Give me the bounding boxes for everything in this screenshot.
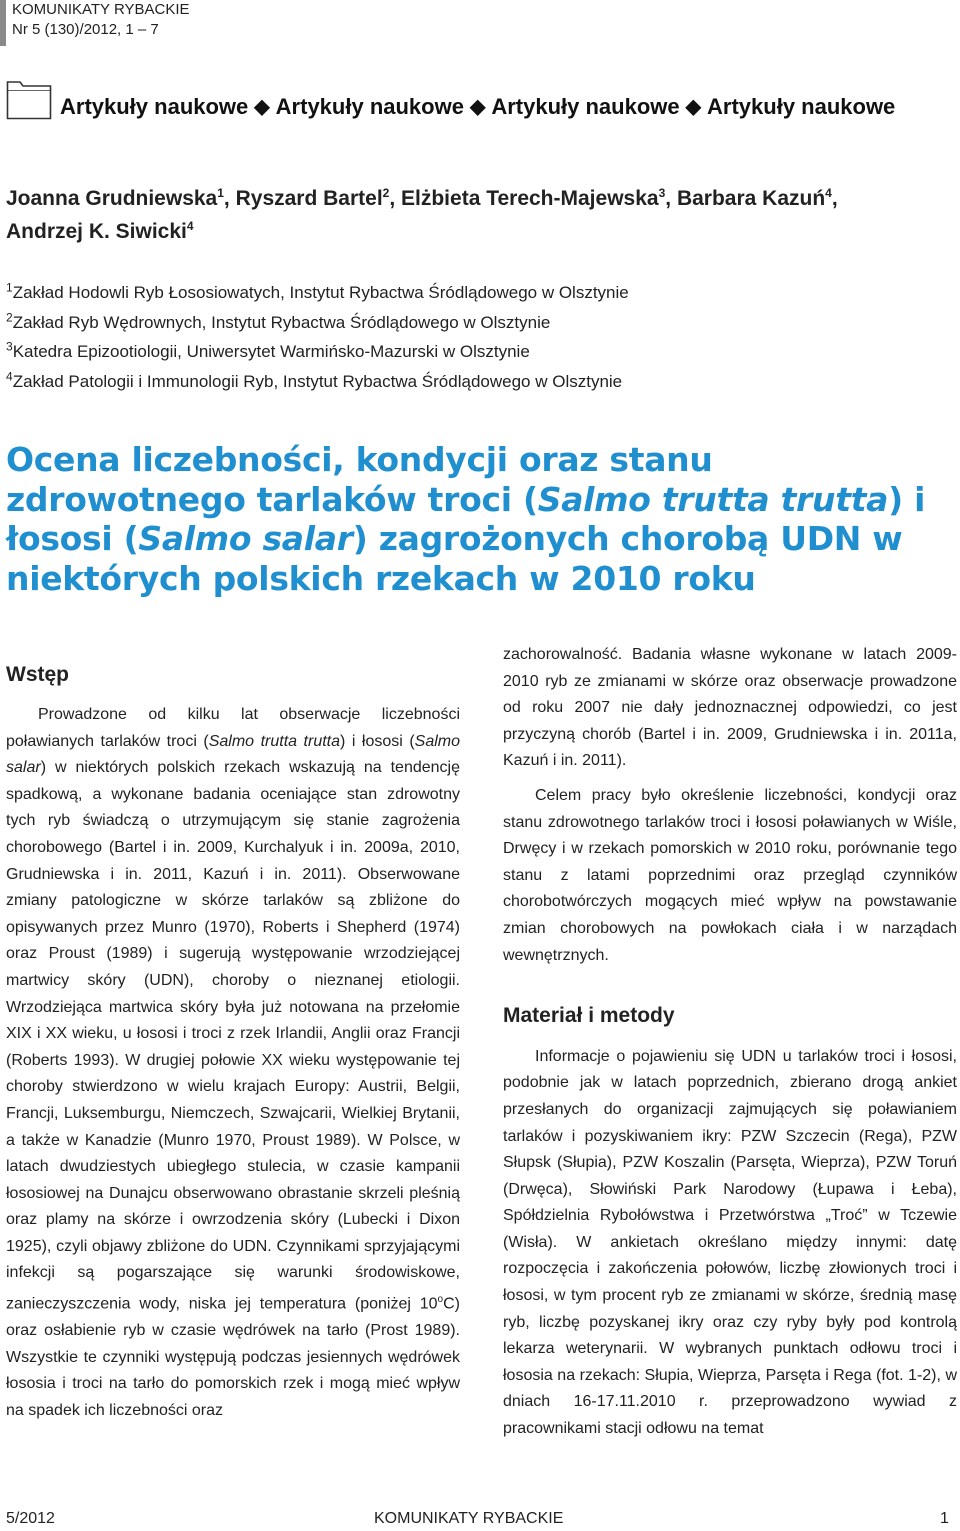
affiliation-number: 1 <box>6 280 13 295</box>
banner-item: Artykuły naukowe <box>491 94 680 119</box>
footer-journal-name: KOMUNIKATY RYBACKIE <box>374 1510 564 1527</box>
journal-issue: Nr 5 (130)/2012, 1 – 7 <box>12 21 159 38</box>
text-column-right <box>503 642 957 1443</box>
affiliation-item <box>6 278 946 308</box>
text-column-left <box>6 702 460 1424</box>
body-paragraph: Informacje o pojawieniu się UDN u tarlaków troci i łososi, podobnie jak w latach poprzednich, zbierano drogą ankiet przesłanych do organizacji zajmujących się poławianiem tarlaków i pozyskiwaniem ikry: PZW Szczecin (Rega), PZW Słupsk (Słupia), PZW Koszalin (Parsęta, Wieprza), PZW Toruń (Drwęca), Słowiński Park Narodowy (Łupawa i Łeba), Spółdzielnia Rybołówstwa i Przetwórstwa „Troć” w Tczewie (Wisła). W ankietach określano między innymi: datę rozpoczęcia i zakończenia połowów, liczbę złowionych troci i łososi, w tym procent ryb ze zmianami w skórze, średnią masę ryb, liczbę pozyskanej ikry oraz czy ryby były pod kontrolą lekarza weterynarii. W wybranych punktach odłowu troci i łososia na rzekach: Słupia, Wieprza, Parsęta i Rega (fot. 1-2), w dniach 16-17.11.2010 r. przeprowadzono wywiad z pracownikami stacji odłowu na temat <box>503 1047 957 1438</box>
diamond-icon: ◆ <box>254 96 270 118</box>
author-affiliation-mark: 2 <box>382 186 390 200</box>
affiliation-item <box>6 367 946 397</box>
body-text: C) oraz osłabienie ryb w czasie wędrówek na tarło (Prost 1989). Wszystkie te czynniki występują podczas jesiennych wędrówek łososia i troci na tarło do pomorskich rzek i mogą mieć wpływ na spadek ich liczebności oraz <box>6 1295 460 1419</box>
diamond-icon: ◆ <box>685 96 702 118</box>
banner-item: Artykuły naukowe <box>275 94 464 119</box>
affiliation-text: Katedra Epizootiologii, Uniwersytet Warmińsko-Mazurski w Olsztynie <box>12 342 530 361</box>
article-title <box>6 440 956 598</box>
affiliation-list <box>6 278 946 396</box>
affiliation-number: 3 <box>6 339 13 354</box>
author-affiliation-mark: 4 <box>825 186 832 200</box>
author-name: Andrzej K. Siwicki <box>6 220 187 243</box>
author-affiliation-mark: 4 <box>186 219 194 233</box>
affiliation-item <box>6 308 946 338</box>
author-name: Barbara Kazuń <box>676 187 826 210</box>
title-species-name: Salmo trutta trutta <box>537 479 889 519</box>
body-paragraph: Celem pracy było określenie liczebności, kondycji oraz stanu zdrowotnego tarlaków troci i łososi poławianych w Wiśle, Drwęcy i w rzekach pomorskich w 2010 roku, porównanie tego stanu z latami poprzednimi oraz przegląd czynników chorobotwórczych mogących mieć wpływ na powstawanie zmian chorobowych na powłokach ciała i w narządach wewnętrznych. <box>503 786 957 964</box>
folder-icon <box>6 78 52 120</box>
affiliation-text: Zakład Patologii i Immunologii Ryb, Instytut Rybactwa Śródlądowego w Olsztynie <box>12 371 623 391</box>
affiliation-text: Zakład Ryb Wędrownych, Instytut Rybactwa Śródlądowego w Olsztynie <box>12 312 551 332</box>
affiliation-number: 4 <box>6 368 13 383</box>
title-text: ) i łososi ( <box>6 479 926 558</box>
page-number: 1 <box>940 1510 949 1527</box>
section-banner <box>60 94 895 120</box>
affiliation-number: 2 <box>6 309 13 324</box>
affiliation-item <box>6 337 946 367</box>
footer-issue: 5/2012 <box>6 1510 55 1527</box>
body-paragraph-continued: zachorowalność. Badania własne wykonane w latach 2009-2010 ryb ze zmianami w skórze oraz obserwacje prowadzone od roku 2007 nie dały jednoznacznej odpowiedzi, co jest przyczyną chorób (Bartel i in. 2009, Grudniewska i in. 2011a, Kazuń i in. 2011). <box>503 646 957 770</box>
author-affiliation-mark: 3 <box>658 186 666 200</box>
species-name: Salmo trutta trutta <box>208 732 341 750</box>
banner-item: Artykuły naukowe <box>707 94 896 119</box>
affiliation-text: Zakład Hodowli Ryb Łososiowatych, Instytut Rybactwa Śródlądowego w Olsztynie <box>12 283 629 302</box>
diamond-icon: ◆ <box>469 96 486 118</box>
title-species-name: Salmo salar <box>138 519 353 558</box>
body-text: ) w niektórych polskich rzekach wskazują na tendencję spadkową, a wykonane badania oceniające stan zdrowotny tych ryb świadczą o utrzymującym się stanie zagrożenia chorobowego (Bartel i in. 2009, Kurchalyuk i in. 2009a, 2010, Grudniewska i in. 2011, Kazuń i in. 2011). Obserwowane zmiany patologiczne w skórze tarlaków są zbliżone do opisywanych przez Munro (1970), Roberts i Shepherd (1974) oraz Proust (1989) i sugerują występowanie wrzodziejącej martwicy skóry (UDN), choroby o nieznanej etiologii. Wrzodziejąca martwica skóry była już notowana na przełomie XIX i XX wieku, u łososi i troci z rzek Irlandii, Anglii oraz Francji (Roberts 1993). W drugiej połowie XX wieku występowanie tej choroby stwierdzono w wielu krajach Europy: Austrii, Belgii, Francji, Luksemburgu, Niemczech, Szwajcarii, Wielkiej Brytanii, a także w Kanadzie (Munro 1970, Proust 1989). W Polsce, w latach dwudziestych ubiegłego stulecia, w czasie kampanii łososiowej na Dunajcu obserwowano obrastanie skrzeli pleśnią oraz plamy na skórze i owrzodzenia skóry (Lubecki i Dixon 1925), czyli objawy zbliżone do UDN. Czynnikami sprzyjającymi infekcji są pogarszające się warunki środowiskowe, zanieczyszczenia wody, niska jej temperatura (poniżej 10 <box>6 759 460 1313</box>
author-affiliation-mark: 1 <box>217 186 224 200</box>
author-list: Joanna Grudniewska$^1$, Ryszard Bartel$^2$, Elżbieta Terech-Majewska$^3$, Barbara Kazuń$^4$, Andrzej K. Siwicki$^4$ <box>6 186 838 243</box>
author-name: Joanna Grudniewska <box>6 187 218 210</box>
body-text: Prowadzone od kilku lat obserwacje liczebności poławianych tarlaków troci ( <box>6 706 460 750</box>
degree-mark: o <box>437 1294 444 1306</box>
journal-name: KOMUNIKATY RYBACKIE <box>12 1 190 18</box>
title-text: ) zagrożonych chorobą UDN w niektórych polskich rzekach w 2010 roku <box>6 519 903 598</box>
section-heading-intro: Wstęp <box>6 663 69 686</box>
journal-header <box>0 0 190 46</box>
body-text: ) i łososi ( <box>340 732 415 750</box>
section-heading-methods: Materiał i metody <box>503 1004 675 1028</box>
title-text: Ocena liczebności, kondycji oraz stanu zdrowotnego tarlaków troci ( <box>6 440 713 519</box>
banner-item: Artykuły naukowe <box>60 94 249 119</box>
species-name: Salmo salar <box>6 732 461 777</box>
author-name: Ryszard Bartel <box>235 187 383 210</box>
body-paragraph <box>6 702 460 1424</box>
author-name: Elżbieta Terech-Majewska <box>401 187 659 210</box>
